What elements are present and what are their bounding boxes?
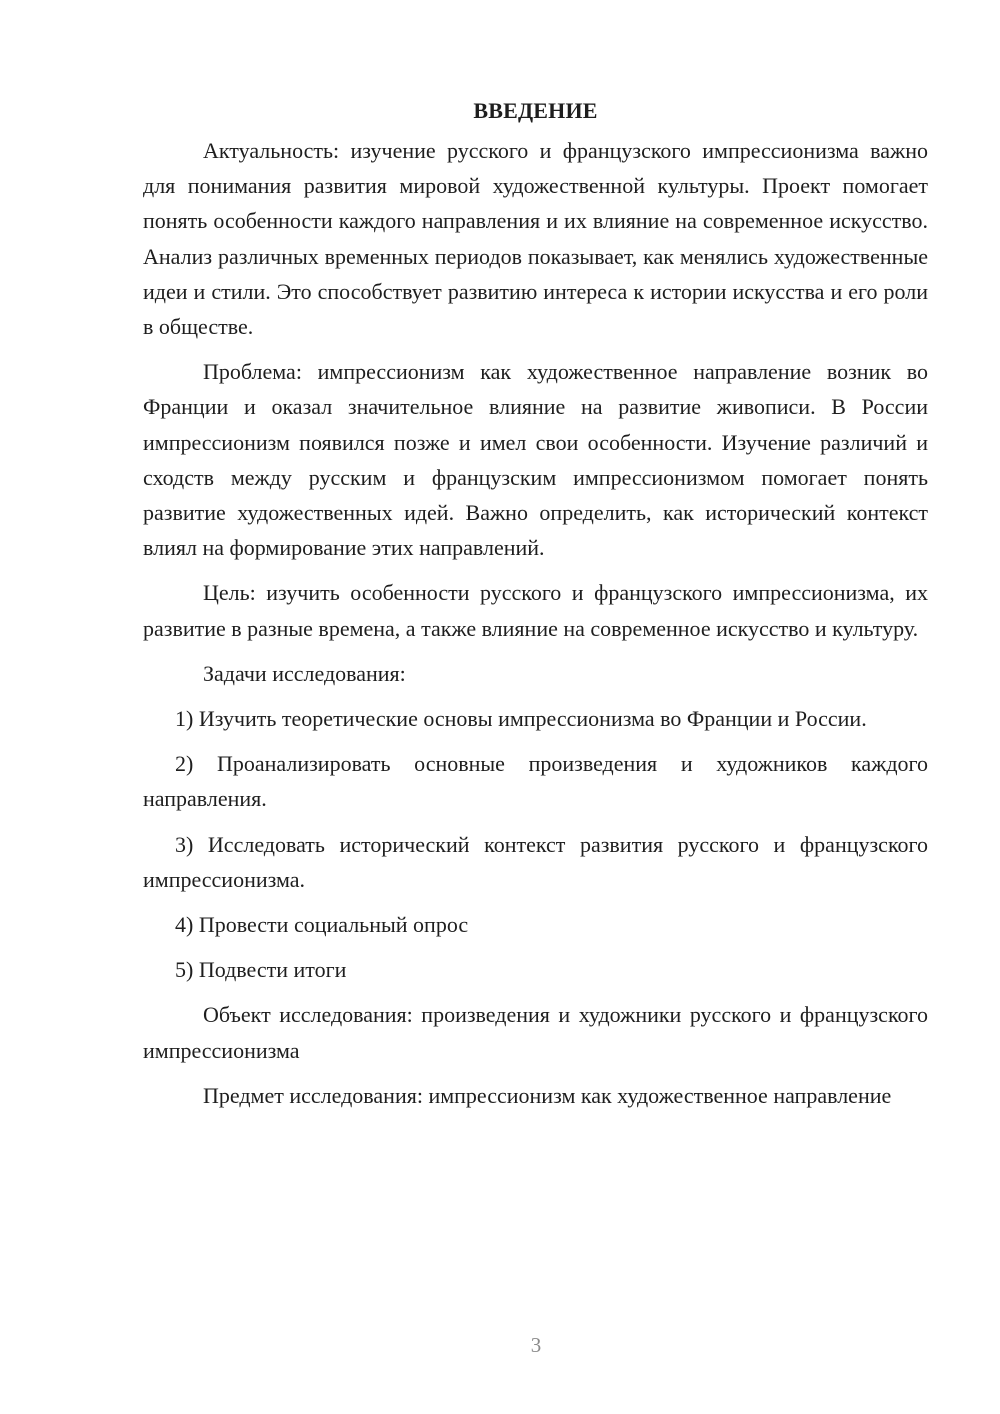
task-item-2: 2) Проанализировать основные произведения и художников каждого направления. — [143, 751, 928, 812]
subject-paragraph: Предмет исследования: импрессионизм как художественное направление — [203, 1082, 892, 1108]
task-item-4: 4) Провести социальный опрос — [175, 912, 469, 938]
task-item-3: 3) Исследовать исторический контекст развития русского и французского импрессионизма. — [143, 831, 928, 892]
task-item-1: 1) Изучить теоретические основы импрессионизма во Франции и России. — [175, 706, 867, 732]
document-page — [143, 93, 928, 1123]
page-number: 3 — [530, 1333, 542, 1357]
object-paragraph: Объект исследования: произведения и художники русского и французского импрессионизма — [143, 1002, 928, 1063]
task-item-5: 5) Подвести итоги — [175, 957, 347, 983]
goal-paragraph: Цель: изучить особенности русского и французского импрессионизма, их развитие в разные времена, а также влияние на современное искусство и культуру. — [143, 580, 928, 641]
tasks-heading: Задачи исследования: — [203, 660, 406, 686]
document-title: ВВЕДЕНИЕ — [473, 98, 598, 123]
relevance-paragraph: Актуальность: изучение русского и французского импрессионизма важно для понимания развития мировой художественной культуры. Проект помогает понять особенности каждого направления и их влияние на современное искусство. Анализ различных временных периодов показывает, как менялись художественные идеи и стили. Это способствует развитию интереса к истории искусства и его роли в обществе. — [143, 138, 928, 340]
problem-paragraph: Проблема: импрессионизм как художественное направление возник во Франции и оказал значительное влияние на развитие живописи. В России импрессионизм появился позже и имел свои особенности. Изучение различий и сходств между русским и французским импрессионизмом помогает понять развитие художественных идей. Важно определить, как исторический контекст влиял на формирование этих направлений. — [143, 359, 928, 561]
